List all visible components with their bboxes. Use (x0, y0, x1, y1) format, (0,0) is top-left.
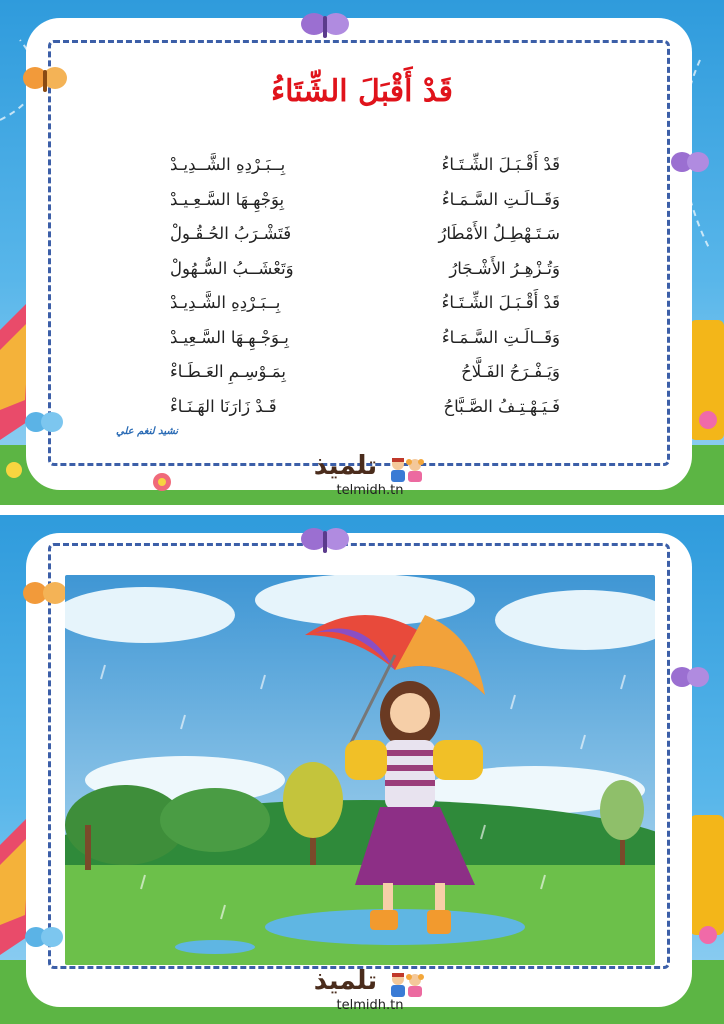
girl-in-rain-illustration (65, 575, 655, 965)
butterfly-icon (22, 579, 68, 613)
poem-line (170, 183, 560, 218)
poem-line (170, 321, 560, 356)
brand-name-arabic: تلميذ (313, 966, 378, 996)
illustration-page (0, 515, 724, 1024)
children-reading-icon (386, 456, 426, 484)
page-gap (0, 505, 724, 515)
poem-title: قَدْ أَقْبَلَ الشِّتَاءُ (271, 74, 453, 109)
poem-line (170, 252, 560, 287)
hemistich-right: سَـتَـهْطِـلُ الأَمْطَارُ (438, 224, 560, 243)
poem-body (170, 148, 560, 424)
butterfly-icon (670, 663, 710, 695)
poem-line (170, 355, 560, 390)
poem-line (170, 286, 560, 321)
brand-logo (295, 452, 445, 498)
hemistich-left: قَـدْ زَارَنَا الهَـنَـاءْ (170, 396, 277, 416)
poem-line (170, 148, 560, 183)
hemistich-right: قَدْ أَقْـبَـلَ الشِّـتَـاءُ (441, 155, 560, 174)
hemistich-right: وَيَـفْـرَحُ الفَـلَّاحُ (461, 362, 560, 381)
poem-credit: نشيد لنغم علي (116, 426, 179, 437)
brand-domain[interactable]: telmidh.tn (336, 482, 404, 498)
children-reading-icon (386, 971, 426, 999)
hemistich-right: وَقَــالَـتِ السَّـمَـاءُ (441, 327, 560, 347)
brand-domain[interactable]: telmidh.tn (336, 997, 404, 1013)
butterfly-icon (24, 923, 64, 953)
brand-logo (295, 967, 445, 1013)
hemistich-left: وَتَعْشَــبُ السُّـهُولْ (170, 258, 294, 278)
hemistich-left: بِــبَـرْدِهِ الشَّــدِيـدْ (170, 155, 286, 174)
hemistich-left: فَتَشْـرَبُ الحُـقُـولْ (170, 224, 292, 243)
hemistich-left: بِــبَـرْدِهِ الشَّـدِيـدْ (170, 293, 281, 312)
poem-page (0, 0, 724, 505)
hemistich-right: فَـيَـهْـتِـفُ الصَّـبَّاحُ (443, 396, 560, 416)
poem-line (170, 217, 560, 252)
hemistich-right: وَتُـزْهِـرُ الأَشْـجَارُ (449, 258, 560, 278)
hemistich-right: قَدْ أَقْـبَـلَ الشِّـتَـاءُ (441, 293, 560, 312)
butterfly-icon (300, 10, 350, 44)
flower-icon (150, 470, 174, 494)
butterfly-icon (670, 148, 710, 180)
brand-name-arabic: تلميذ (313, 451, 378, 481)
butterfly-icon (24, 408, 64, 438)
hemistich-left: بِوَجْهِـهَا السَّـعِـيـدْ (170, 189, 285, 209)
poem-line (170, 390, 560, 425)
hemistich-left: بِـوَجْـهِـهَا السَّـعِيـدْ (170, 327, 289, 347)
hemistich-left: بِمَـوْسِـمِ العَـطَـاءْ (170, 362, 286, 381)
hemistich-right: وَقَــالَـتِ السَّـمَـاءُ (441, 189, 560, 209)
butterfly-icon (300, 525, 350, 559)
